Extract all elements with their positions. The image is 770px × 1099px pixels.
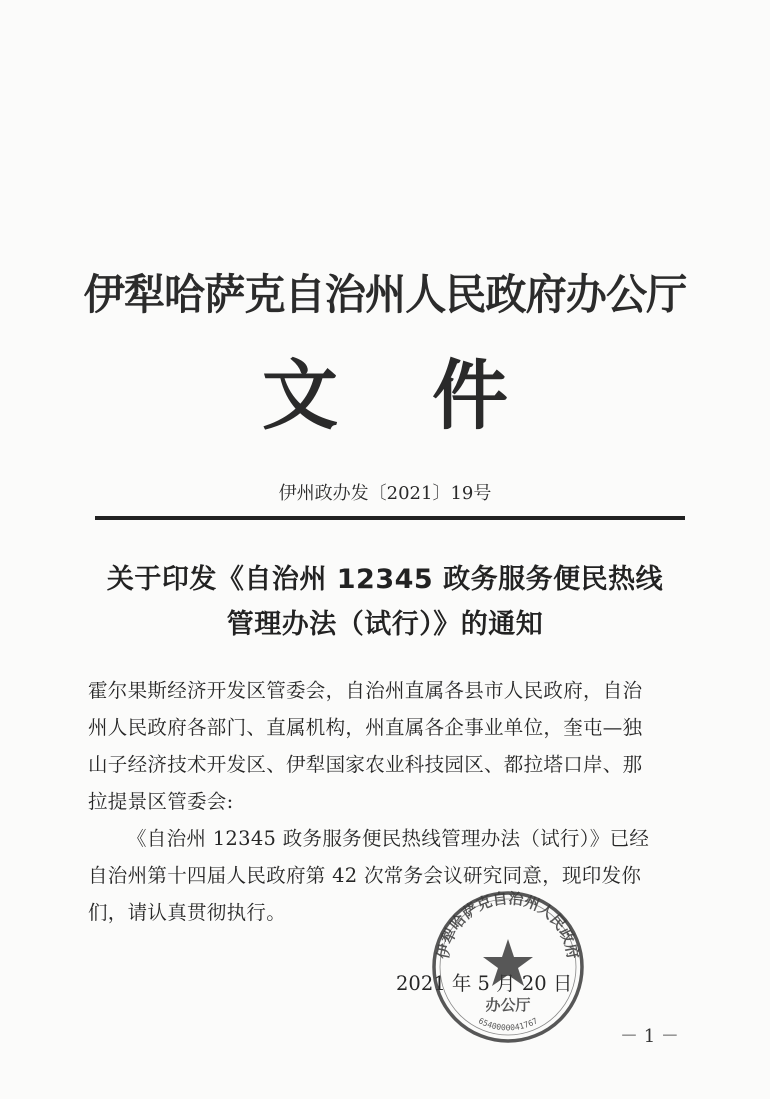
header-divider: [95, 516, 685, 520]
notice-title-line-1: 关于印发《自治州 12345 政务服务便民热线: [106, 564, 664, 595]
recipients-line-4: 拉提景区管委会:: [88, 790, 234, 813]
recipients-line-3: 山子经济技术开发区、伊犁国家农业科技园区、都拉塔口岸、那: [88, 753, 643, 776]
document-type-char-2: 件: [432, 351, 508, 440]
body-line-3: 们，请认真贯彻执行。: [88, 901, 287, 924]
issuer-heading: 伊犁哈萨克自治州人民政府办公厅: [83, 270, 687, 319]
issue-date: 2021 年 5 月 20 日: [396, 972, 573, 995]
svg-text:6540000041767: [477, 1016, 539, 1032]
seal-text-bottom: 办公厅: [485, 996, 531, 1014]
page-number: － 1 －: [620, 1026, 679, 1047]
document-type-char-1: 文: [262, 351, 338, 440]
body-line-2: 自治州第十四届人民政府第 42 次常务会议研究同意，现印发你: [88, 864, 642, 887]
body-line-1: 《自治州 12345 政务服务便民热线管理办法（试行）》已经: [127, 827, 650, 850]
seal-serial: 6540000041767: [476, 1016, 540, 1033]
recipients-line-1: 霍尔果斯经济开发区管委会，自治州直属各县市人民政府，自治: [88, 679, 643, 702]
notice-body: [88, 672, 688, 931]
seal-text-top: 伊犁哈萨克自治州人民政府: [433, 889, 583, 961]
official-seal-stamp: [428, 887, 588, 1047]
document-number: 伊州政办发〔2021〕19号: [278, 483, 492, 504]
recipients-line-2: 州人民政府各部门、直属机构，州直属各企事业单位，奎屯—独: [88, 716, 643, 739]
document-type-heading: [0, 335, 770, 440]
notice-title-line-2: 管理办法（试行）》的通知: [226, 609, 544, 640]
seal-star-icon: [483, 939, 533, 986]
